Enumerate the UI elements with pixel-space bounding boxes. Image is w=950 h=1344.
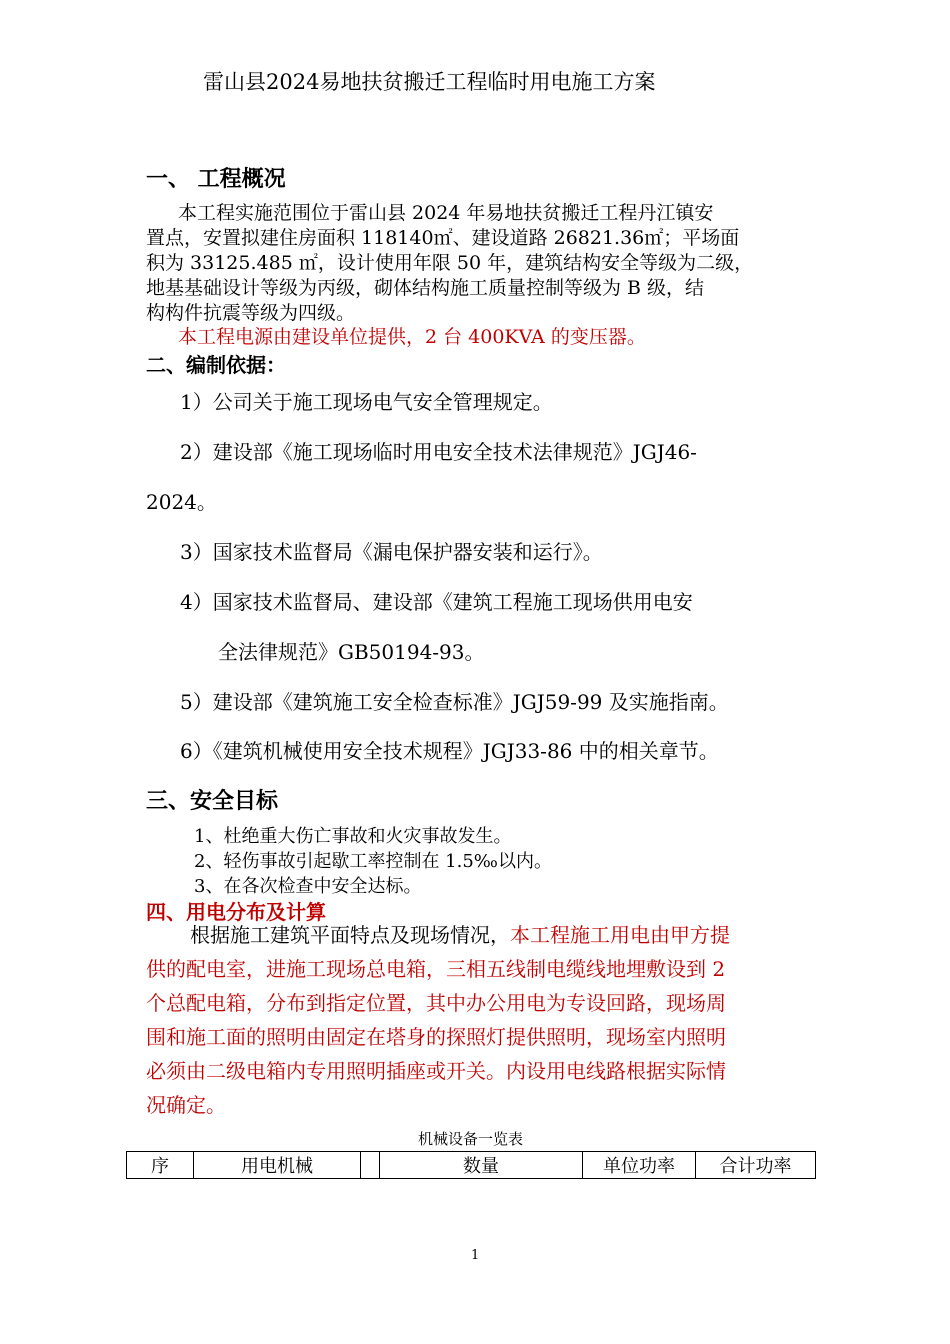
section-1-line-3: 积为 33125.485 ㎡，设计使用年限 50 年，建筑结构安全等级为二级， — [146, 252, 754, 274]
section-4-line-1-red: 本工程施工用电由甲方提 — [510, 923, 730, 947]
header-unit-power: 单位功率 — [583, 1152, 696, 1179]
section-4-line-1-black: 根据施工建筑平面特点及现场情况， — [190, 923, 510, 947]
safety-goal-1: 1、杜绝重大伤亡事故和火灾事故发生。 — [194, 826, 512, 847]
section-4-line-5: 必须由二级电箱内专用照明插座或开关。内设用电线路根据实际情 — [146, 1059, 726, 1083]
page-number: 1 — [471, 1248, 480, 1263]
basis-item-5: 5）建设部《建筑施工安全检查标准》JGJ59-99 及实施指南。 — [180, 690, 729, 714]
equipment-table — [126, 1151, 816, 1179]
section-2-heading: 二、编制依据： — [146, 353, 286, 377]
header-quantity: 数量 — [380, 1152, 583, 1179]
power-source-note: 本工程电源由建设单位提供，2 台 400KVA 的变压器。 — [178, 326, 646, 348]
section-4-line-3: 个总配电箱，分布到指定位置，其中办公用电为专设回路，现场周 — [146, 991, 726, 1015]
header-seq: 序 — [127, 1152, 194, 1179]
section-1-line-1: 本工程实施范围位于雷山县 2024 年易地扶贫搬迁工程丹江镇安 — [178, 202, 714, 224]
section-1-line-4: 地基基础设计等级为丙级，砌体结构施工质量控制等级为 B 级，结 — [146, 277, 705, 299]
section-1-line-2: 置点，安置拟建住房面积 118140㎡、建设道路 26821.36㎡；平场面 — [146, 227, 740, 249]
basis-item-6: 6）《建筑机械使用安全技术规程》JGJ33-86 中的相关章节。 — [180, 739, 719, 763]
safety-goal-2: 2、轻伤事故引起歇工率控制在 1.5‰以内。 — [194, 851, 552, 872]
section-4-line-6: 况确定。 — [146, 1093, 226, 1117]
basis-item-4: 4）国家技术监督局、建设部《建筑工程施工现场供用电安 — [180, 590, 693, 614]
basis-item-1: 1）公司关于施工现场电气安全管理规定。 — [180, 390, 553, 414]
section-4-line-2: 供的配电室，进施工现场总电箱，三相五线制电缆线地埋敷设到 2 — [146, 957, 726, 981]
section-1-heading: 一、 工程概况 — [146, 167, 286, 192]
table-caption: 机械设备一览表 — [418, 1130, 524, 1148]
section-4-heading: 四、用电分布及计算 — [146, 900, 326, 924]
section-4-line-1 — [190, 918, 730, 952]
basis-item-4-cont: 全法律规范》GB50194-93。 — [218, 640, 485, 664]
section-1-line-5: 构构件抗震等级为四级。 — [146, 302, 356, 324]
header-blank — [361, 1152, 380, 1179]
basis-item-2: 2）建设部《施工现场临时用电安全技术法律规范》JGJ46- — [180, 440, 697, 464]
basis-item-3: 3）国家技术监督局《漏电保护器安装和运行》。 — [180, 540, 603, 564]
table-header-row — [127, 1152, 816, 1179]
header-total-power: 合计功率 — [696, 1152, 816, 1179]
safety-goal-3: 3、在各次检查中安全达标。 — [194, 876, 422, 897]
document-title: 雷山县2024易地扶贫搬迁工程临时用电施工方案 — [203, 70, 656, 94]
section-4-line-4: 围和施工面的照明由固定在塔身的探照灯提供照明，现场室内照明 — [146, 1025, 726, 1049]
basis-item-2-cont: 2024。 — [146, 490, 217, 514]
section-3-heading: 三、安全目标 — [146, 789, 279, 814]
header-machine: 用电机械 — [194, 1152, 361, 1179]
